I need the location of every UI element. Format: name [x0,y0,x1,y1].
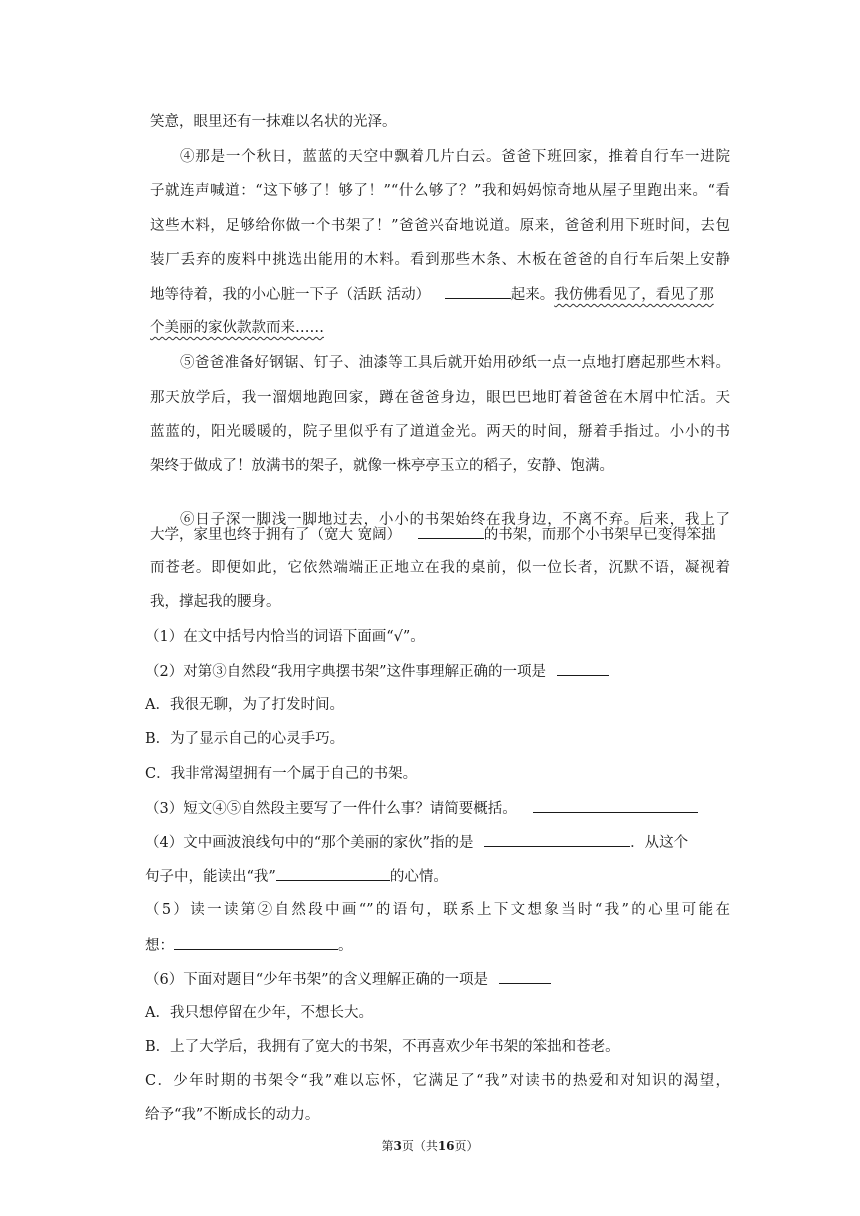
footer-text: 页） [454,1139,479,1153]
question-text: （6）下面对题目“少年书架”的含义理解正确的一项是 [145,972,489,988]
q6-option-c-line-1: C．少年时期的书架令“我”难以忘怀，它满足了“我”对读书的热爱和对知识的渴望， [145,1073,730,1089]
q2-option-a: A．我很无聊，为了打发时间。 [145,697,344,713]
question-text: ．从这个 [630,835,689,851]
paragraph-5-line-2: 那天放学后，我一溜烟地跑回家，蹲在爸爸身边，眼巴巴地盯着爸爸在木屑中忙活。天 [150,390,730,406]
question-4-line-1 [145,832,725,853]
question-3 [145,798,725,819]
question-text: （3）短文④⑤自然段主要写了一件什么事？请简要概括。 [145,801,517,817]
paragraph-6-line-2 [150,524,730,545]
question-text: （4）文中画波浪线句中的“那个美丽的家伙”指的是 [145,835,474,851]
answer-blank-q4-feeling[interactable] [276,866,390,881]
question-6 [145,969,725,990]
question-1: （1）在文中括号内恰当的词语下面画“√”。 [145,629,425,645]
paragraph-5-line-3: 蓝蓝的，阳光暖暖的，院子里似乎有了道道金光。两天的时间，掰着手指过。小小的书 [150,424,730,440]
question-4-line-2 [145,866,725,887]
q6-option-a: A．我只想停留在少年，不想长大。 [145,1005,373,1021]
q6-option-c-line-2: 给予“我”不断成长的动力。 [145,1107,320,1123]
page-footer [0,1138,860,1154]
footer-text: 第 [381,1139,394,1153]
q6-option-b: B．上了大学后，我拥有了宽大的书架，不再喜欢少年书架的笨拙和苍老。 [145,1039,620,1055]
answer-blank-size[interactable] [418,524,484,539]
question-text: 句子中，能读出“我” [145,869,276,885]
passage-line: 笑意，眼里还有一抹难以名状的光泽。 [150,114,397,130]
paragraph-5-line-4: 架终于做成了！放满书的架子，就像一株亭亭玉立的稻子，安静、饱满。 [150,458,614,474]
paragraph-4-line-1: ④那是一个秋日，蓝蓝的天空中飘着几片白云。爸爸下班回家，推着自行车一进院 [180,149,730,165]
answer-blank-q2[interactable] [557,661,609,676]
paragraph-4-line-3: 这些木料，足够给你做一个书架了！”爸爸兴奋地说道。原来，爸爸利用下班时间，去包 [150,218,730,234]
wavy-underlined-sentence-end: 个美丽的家伙款款而来…… [150,320,324,336]
paragraph-6-line-3: 而苍老。即便如此，它依然端端正正地立在我的桌前，似一位长者，沉默不语，凝视着 [150,560,730,576]
answer-blank-q6[interactable] [499,969,551,984]
question-text: 。 [338,938,353,954]
question-text: 的心情。 [389,869,448,885]
wavy-underlined-sentence: 我仿佛看见了，看见了那 [554,287,714,303]
answer-blank-activity[interactable] [445,284,511,299]
page-number: 3 [393,1139,402,1153]
word-choice-size: 大学，家里也终于拥有了（宽大 宽阔） [150,527,402,543]
paragraph-4-line-5 [150,284,730,305]
word-choice-activity: 地等待着，我的小心脏一下子（活跃 活动） [150,287,431,303]
total-pages: 16 [437,1139,455,1153]
paragraph-6-line-1: ⑥日子深一脚浅一脚地过去，小小的书架始终在我身边，不离不弃。后来，我上了 [180,512,730,528]
footer-text: 页（共 [401,1139,438,1153]
answer-blank-q5[interactable] [174,935,338,950]
question-text: （2）对第③自然段“我用字典摆书架”这件事理解正确的一项是 [145,664,547,680]
question-text: 想： [145,938,174,954]
paragraph-6-line-4: 我，撑起我的腰身。 [150,594,281,610]
paragraph-5-line-1: ⑤爸爸准备好钢锯、钉子、油漆等工具后就开始用砂纸一点一点地打磨起那些木料。 [180,355,730,371]
question-5-line-1: （5）读一读第②自然段中画“”的语句，联系上下文想象当时“我”的心里可能在 [145,902,730,918]
q2-option-c: C．我非常渴望拥有一个属于自己的书架。 [145,766,418,782]
answer-blank-q4-object[interactable] [484,832,630,847]
paragraph-4-line-2: 子就连声喊道：“这下够了！够了！”“什么够了？”我和妈妈惊奇地从屋子里跑出来。“看 [150,183,730,199]
passage-text: 起来。 [510,287,555,303]
question-5-line-2 [145,935,725,956]
question-2 [145,661,725,682]
paragraph-4-line-6 [150,318,730,338]
passage-text: 的书架，而那个小书架早已变得笨拙 [483,527,716,543]
paragraph-4-line-4: 装厂丢弃的废料中挑选出能用的木料。看到那些木条、木板在爸爸的自行车后架上安静 [150,252,730,268]
q2-option-b: B．为了显示自己的心灵手巧。 [145,731,345,747]
answer-blank-q3[interactable] [533,798,698,813]
